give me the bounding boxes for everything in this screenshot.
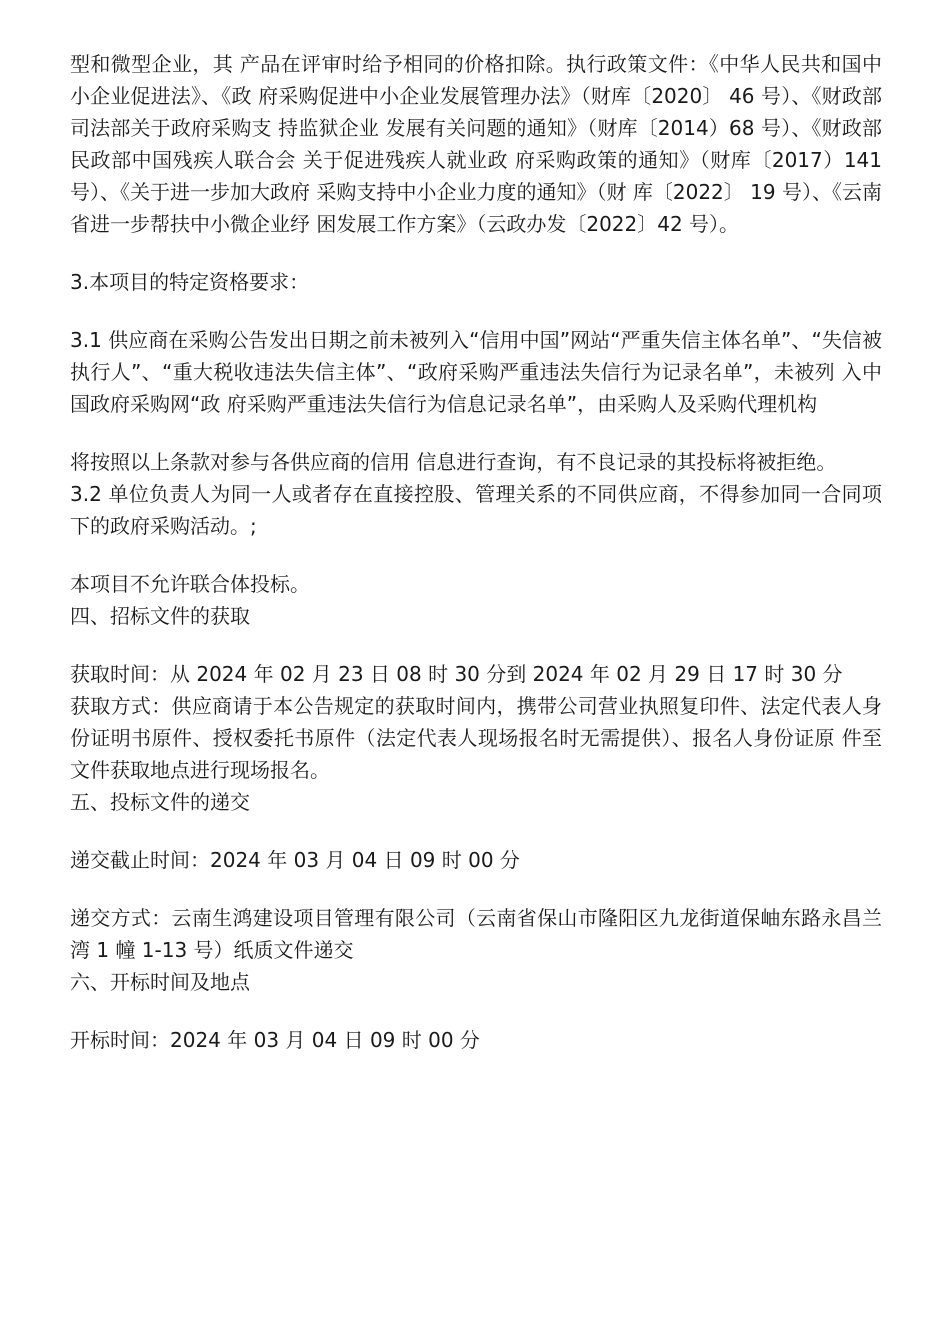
credit-requirement-paragraph: 3.1 供应商在采购公告发出日期之前未被列入“信用中国”网站“严重失信主体名单”、“失信被执行人”、“重大税收违法失信主体”、“政府采购严重违法失信行为记录名单”，未被列 入中国政府采购网“政 府采购严重违法失信行为信息记录名单”，由采购人及采购代理机构: [70, 328, 882, 416]
section-heading-acquisition: 四、招标文件的获取: [70, 604, 250, 628]
submission-method: 递交方式：云南生鸿建设项目管理有限公司（云南省保山市隆阳区九龙街道保岫东路永昌兰湾 1 幢 1-13 号）纸质文件递交: [70, 906, 882, 962]
policy-paragraph: 型和微型企业，其 产品在评审时给予相同的价格扣除。执行政策文件：《中华人民共和国中小企业促进法》、《政 府采购促进中小企业发展管理办法》（财库〔2020〕 46 号）、《财政部司法部关于政府采购支 持监狱企业 发展有关问题的通知》（财库〔2014）68 号）、《财政部民政部中国残疾人联合会 关于促进残疾人就业政 府采购政策的通知》（财库〔2017）141 号）、《关于进一步加大政府 采购支持中小企业力度的通知》（财 库〔2022〕 19 号）、《云南省进一步帮扶中小微企业纾 困发展工作方案》（云政办发〔2022〕42 号）。: [70, 52, 882, 236]
acquisition-method: 获取方式：供应商请于本公告规定的获取时间内，携带公司营业执照复印件、法定代表人身份证明书原件、授权委托书原件（法定代表人现场报名时无需提供）、报名人身份证原 件至文件获取地点进行现场报名。: [70, 694, 882, 782]
controlling-relationship-paragraph: 3.2 单位负责人为同一人或者存在直接控股、管理关系的不同供应商，不得参加同一合同项 下的政府采购活动。;: [70, 482, 882, 538]
credit-check-paragraph: 将按照以上条款对参与各供应商的信用 信息进行查询，有不良记录的其投标将被拒绝。: [70, 450, 837, 474]
section-heading-opening: 六、开标时间及地点: [70, 970, 250, 994]
opening-time: 开标时间：2024 年 03 月 04 日 09 时 00 分: [70, 1028, 480, 1052]
section-heading-submission: 五、投标文件的递交: [70, 790, 250, 814]
qualification-heading: 3.本项目的特定资格要求：: [70, 270, 310, 294]
acquisition-time: 获取时间：从 2024 年 02 月 23 日 08 时 30 分到 2024 年 02 月 29 日 17 时 30 分: [70, 662, 843, 686]
consortium-paragraph: 本项目不允许联合体投标。: [70, 572, 310, 596]
submission-deadline: 递交截止时间：2024 年 03 月 04 日 09 时 00 分: [70, 848, 520, 872]
document-page: [70, 48, 882, 1056]
